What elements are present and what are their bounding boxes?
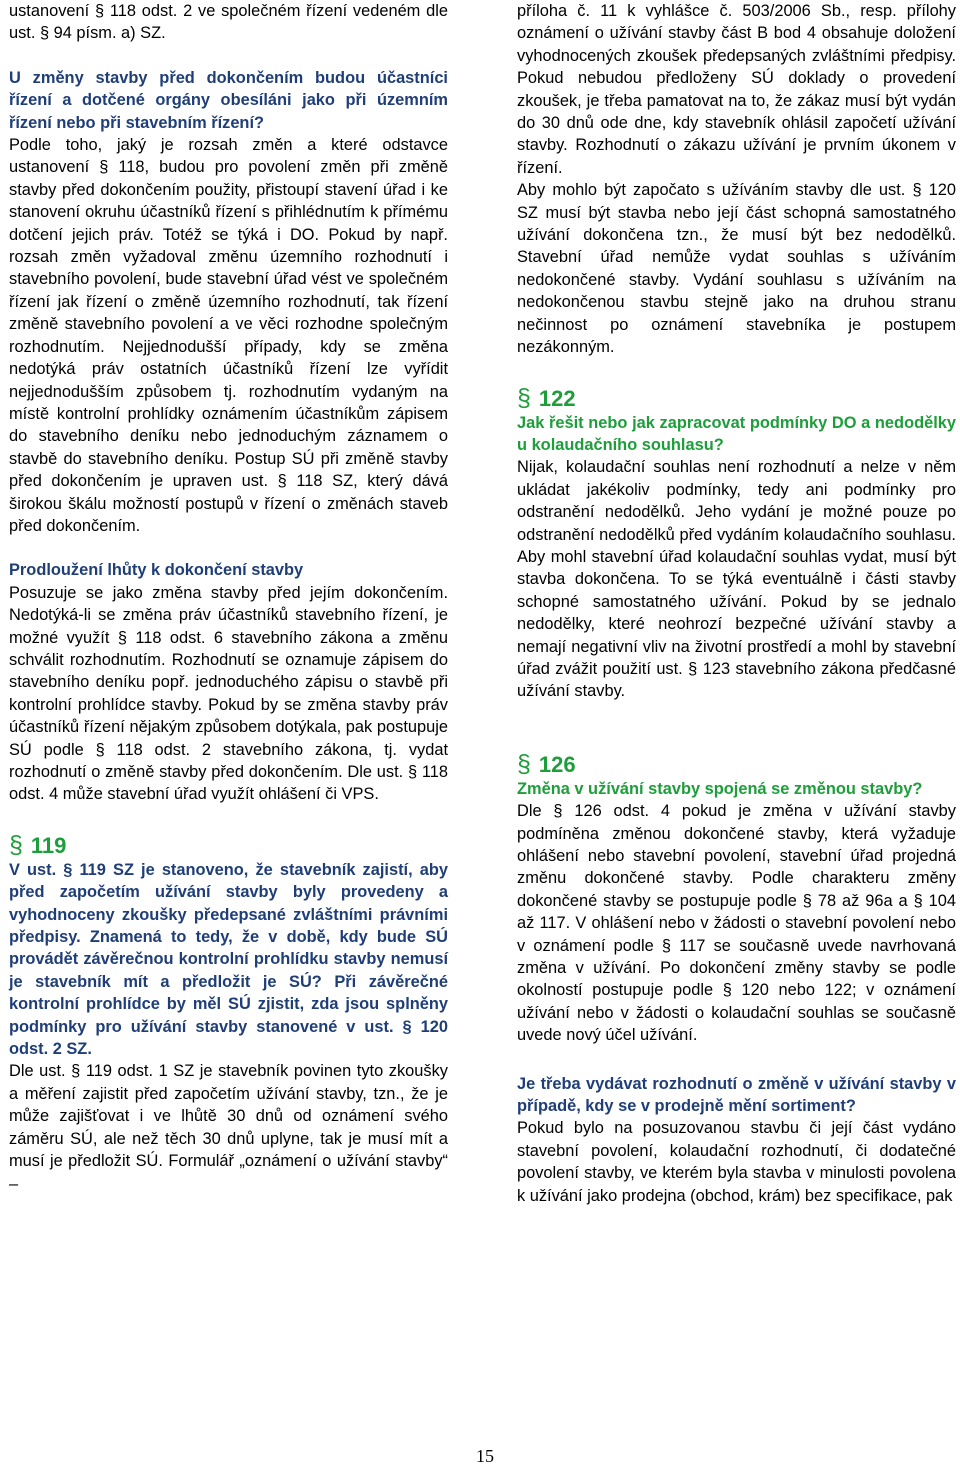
section-number: 122 xyxy=(538,385,576,411)
paragraph: Pokud bylo na posuzovanou stavbu či její část vydáno stavební povolení, kolaudační rozhodnutí, či dodatečné povolení stavby, ve kterém byla stavba v minulosti povolena k užívání jako prodejna (obchod, krám) bez specifikace, pak xyxy=(517,1119,956,1205)
subsection-heading: Prodloužení lhůty k dokončení stavby xyxy=(9,561,304,580)
paragraph: Dle ust. § 119 odst. 1 SZ je stavebník povinen tyto zkoušky a měření zajistit před započetím užívání stavby, tzn., že je může zajišťovat i ve lhůtě 30 dnů od oznámení svého záměru SÚ, ale než těch 30 dnů uplyne, tak je musí mít a musí je předložit SÚ. Formulář „oznámení o užívání stavby“ – xyxy=(9,1062,448,1193)
paragraph: Dle § 126 odst. 4 pokud je změna v užívání stavby podmíněna změnou dokončené stavby, která vyžaduje ohlášení nebo stavební povolení, stavební úřad projedná změnu dokončené stavby. Podle charakteru změny dokončené stavby se postupuje podle § 78 až 96a a § 104 až 117. V ohlášení nebo v žádosti o stavební povolení nebo v oznámení podle § 117 se současně uvede navrhovaná změna v užívání. Po dokončení změny stavby se podle okolností postupuje podle § 120 nebo 122; v oznámení užívání nebo v žádosti o kolaudační souhlas se současně uvede nový účel užívání. xyxy=(517,802,956,1045)
paragraph: Nijak, kolaudační souhlas není rozhodnutí a nelze v něm ukládat jakékoliv podmínky, tedy ani podmínky pro odstranění nedodělků. Jeho vydání je možné pouze po odstranění nedodělků před vydáním kolaudačního souhlasu. Aby mohl stavební úřad kolaudační souhlas vydat, musí být stavba dokončena. To se týká eventuálně i části stavby schopné samostatného užívání. Pokud by se jednalo nedodělky, které neohrozí bezpečné užívání stavby a nemají negativní vliv na životní prostředí a mohl by stavební úřad zvážit použití ust. § 123 stavebního zákona předčasné užívání stavby. xyxy=(517,458,956,701)
section-heading-119 xyxy=(9,832,448,859)
question-heading: Jak řešit nebo jak zapracovat podmínky DO a nedodělky u kolaudačního souhlasu? xyxy=(517,413,956,454)
paragraph: příloha č. 11 k vyhlášce č. 503/2006 Sb., resp. přílohy oznámení o užívání stavby část B bod 4 obsahuje doložení vyhodnocených zkoušek předepsaných zvláštními předpisy. Pokud nebudou předloženy SÚ doklady o provedení zkoušek, je třeba pamatovat na to, že zákaz musí být vydán do 30 dnů ode dne, kdy stavebník ohlásil započetí užívání stavby. Rozhodnutí o zákazu užívání je prvním úkonem v řízení. xyxy=(517,2,956,177)
section-number: 119 xyxy=(30,832,67,858)
section-heading-126 xyxy=(517,751,956,778)
paragraph: Posuzuje se jako změna stavby před jejím dokončením. Nedotýká-li se změna práv účastníků stavebního řízení, je možné využít § 118 odst. 6 stavebního zákona a změnu schválit rozhodnutím. Rozhodnutí se oznamuje zápisem do stavebního deníku popř. jednoduchého zápisu o stavbě při kontrolní prohlídce stavby. Pokud by se změna stavby práv účastníků řízení nějakým způsobem dotýkala, pak postupuje SÚ podle § 118 odst. 2 stavebního zákona, tj. vydat rozhodnutí o změně stavby před dokončením. Dle ust. § 118 odst. 4 může stavební úřad využít ohlášení či VPS. xyxy=(9,583,448,804)
question-heading: Je třeba vydávat rozhodnutí o změně v užívání stavby v případě, kdy se v prodejně mění sortiment? xyxy=(517,1074,956,1116)
paragraph: Podle toho, jaký je rozsah změn a které odstavce ustanovení § 118, budou pro povolení změn při změně stavby před dokončením použity, přistoupí stavení úřad i ke stanovení okruhu účastníků řízení s přihlédnutím k přímému dotčení jejich práv. Totéž se týká i DO. Pokud by např. rozsah změn vyžadoval změnu územního rozhodnutí i stavebního povolení, bude stavební úřad vést ve společném řízení jak řízení o změně územního rozhodnutí, tak řízení změně stavebního povolení a ve věci rozhodne společným rozhodnutím. Nejjednodušší případy, kdy se změna nedotýká práv ostatních účastníků řízení lze vyřídit nejjednodušším způsobem tj. rozhodnutím vydaným na místě kontrolní prohlídky oznámením účastníkům zápisem do stavebního deníku nebo jednoduchým záznamem o stavbě do stavebního deníku. Postup SÚ při změně stavby před dokončením je upraven ust. § 118 SZ, který dává širokou škálu možností postupů v řízení o změnách staveb před dokončením. xyxy=(9,136,448,535)
question-heading: Změna v užívání stavby spojená se změnou stavby? xyxy=(517,779,923,798)
paragraph: ustanovení § 118 odst. 2 ve společném řízení vedeném dle ust. § 94 písm. a) SZ. xyxy=(9,2,448,43)
question-heading: U změny stavby před dokončením budou účastníci řízení a dotčené orgány obesíláni jako při územním řízení nebo při stavebním řízení? xyxy=(9,68,448,132)
section-symbol: § xyxy=(9,830,23,859)
section-heading-122 xyxy=(517,385,956,412)
paragraph: Aby mohlo být započato s užíváním stavby dle ust. § 120 SZ musí být stavba nebo její část schopná samostatného užívání dokončena tzn., že musí být bez nedodělků. Stavební úřad nemůže vydat souhlas s užíváním nedokončené stavby. Vydání souhlasu s užíváním na nedokončenou stavbu stejně jako na druhou stranu nečinnost po oznámení stavebníka je postupem nezákonným. xyxy=(517,181,956,357)
left-column xyxy=(9,0,448,1195)
section-symbol: § xyxy=(517,749,531,778)
section-number: 126 xyxy=(538,751,576,777)
question-heading: V ust. § 119 SZ je stanoveno, že stavebník zajistí, aby před započetím užívání stavby byly provedeny a vyhodnoceny zkoušky předepsané zvláštními právními předpisy. Znamená to tedy, že v době, kdy bude SÚ provádět závěrečnou kontrolní prohlídku stavby nemusí je stavebník mít a předložit je SÚ? Při závěrečné kontrolní prohlídce by měl SÚ zjistit, zda jsou splněny podmínky pro užívání stavby stanovené v ust. § 120 odst. 2 SZ. xyxy=(9,860,448,1059)
section-symbol: § xyxy=(517,383,531,412)
right-column xyxy=(517,0,956,1207)
page-number: 15 xyxy=(476,1446,494,1466)
